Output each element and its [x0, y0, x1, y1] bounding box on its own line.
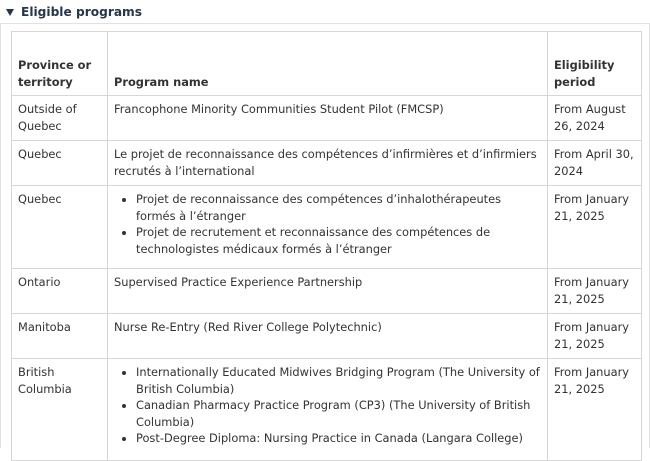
list-item: • Internationally Educated Midwives Bridging Program (The University of British Columbia) [136, 364, 541, 397]
list-item: • Projet de reconnaissance des compétences d’inhalothérapeutes formés à l’étranger [136, 191, 541, 224]
cell-program: Nurse Re-Entry (Red River College Polytechnic) [108, 314, 548, 359]
details-panel [0, 24, 650, 448]
cell-province: Ontario [12, 269, 108, 314]
cell-province: Manitoba [12, 314, 108, 359]
table-row [12, 314, 642, 359]
eligible-programs-toggle[interactable] [0, 0, 650, 24]
cell-program: Francophone Minority Communities Student Pilot (FMCSP) [108, 96, 548, 141]
eligible-programs-table [11, 31, 642, 461]
table-row [12, 96, 642, 141]
cell-province: Quebec [12, 186, 108, 269]
cell-period: From April 30, 2024 [548, 141, 642, 186]
cell-period: From January 21, 2025 [548, 186, 642, 269]
table-row [12, 141, 642, 186]
cell-program-list [108, 186, 548, 269]
list-item: • Post-Degree Diploma: Nursing Practice in Canada (Langara College) [136, 430, 541, 447]
program-list [114, 364, 541, 447]
header-period: Eligibility period [548, 32, 642, 96]
list-item: • Projet de recrutement et reconnaissance des compétences de technologistes médicaux formés à l’étranger [136, 224, 541, 257]
table-row [12, 359, 642, 461]
table-row [12, 186, 642, 269]
table-row [12, 269, 642, 314]
list-item: • Canadian Pharmacy Practice Program (CP3) (The University of British Columbia) [136, 397, 541, 430]
header-program: Program name [108, 32, 548, 96]
header-province: Province or territory [12, 32, 108, 96]
cell-period: From January 21, 2025 [548, 314, 642, 359]
cell-program: Supervised Practice Experience Partnership [108, 269, 548, 314]
cell-province: Outside of Quebec [12, 96, 108, 141]
cell-period: From August 26, 2024 [548, 96, 642, 141]
cell-program-list [108, 359, 548, 461]
cell-period: From January 21, 2025 [548, 359, 642, 461]
cell-period: From January 21, 2025 [548, 269, 642, 314]
program-list [114, 191, 541, 257]
cell-program: Le projet de reconnaissance des compétences d’infirmières et d’infirmiers recrutés à l’international [108, 141, 548, 186]
cell-province: British Columbia [12, 359, 108, 461]
cell-province: Quebec [12, 141, 108, 186]
triangle-down-icon [6, 9, 14, 16]
table-header-row [12, 32, 642, 96]
section-title: Eligible programs [21, 4, 143, 19]
